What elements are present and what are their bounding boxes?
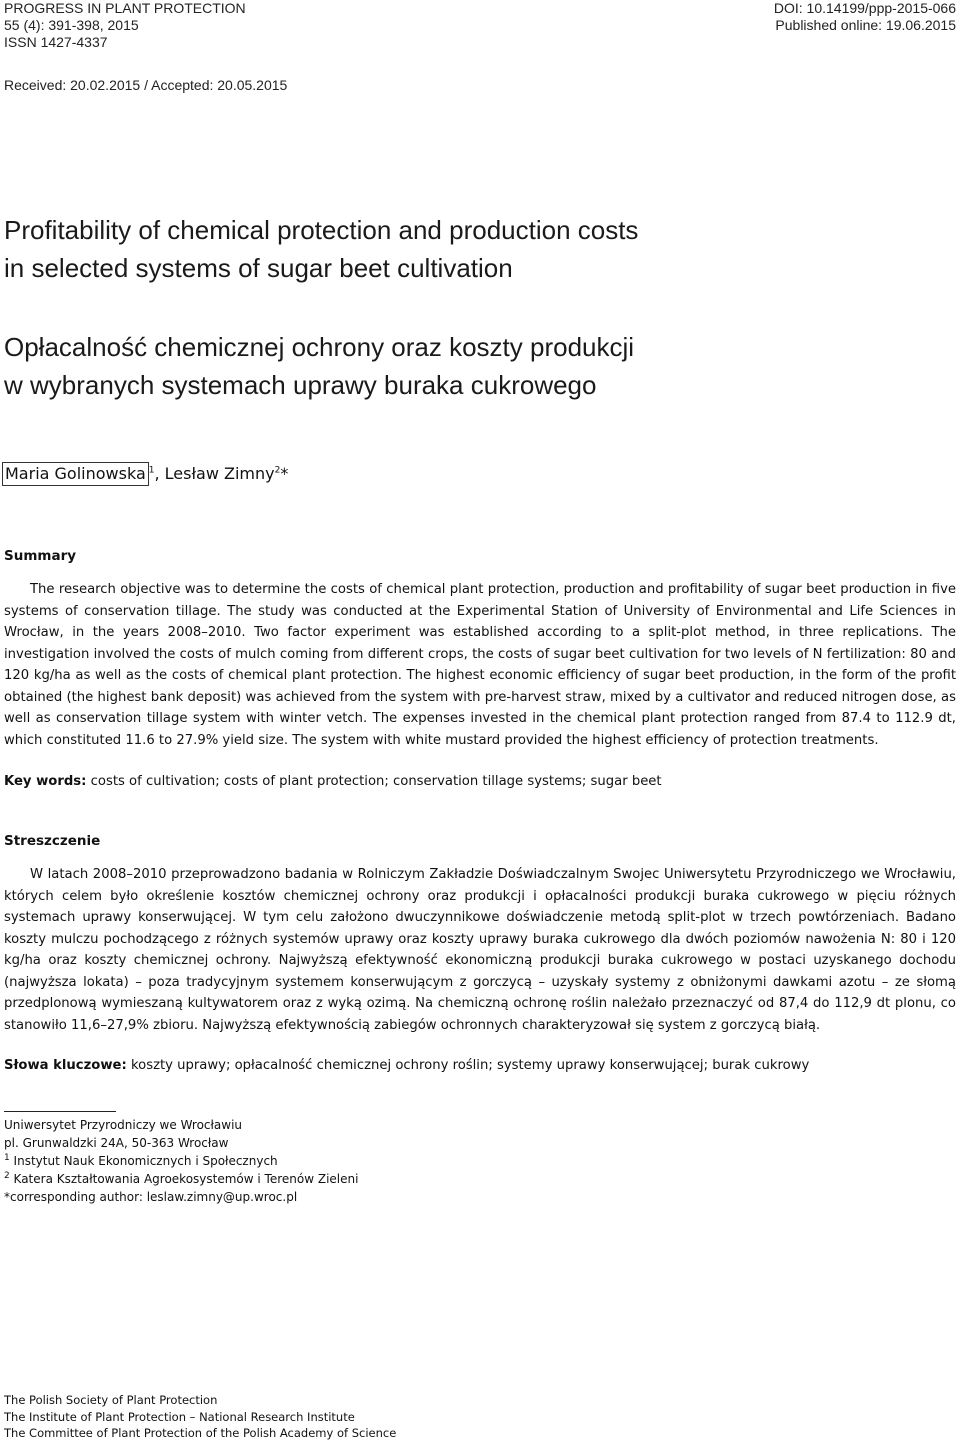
streszczenie-section [4,831,956,1049]
footnote-1-text: Instytut Nauk Ekonomicznych i Społecznych [9,1154,278,1168]
authors-line [2,462,288,486]
keywords-en-text: costs of cultivation; costs of plant protection; conservation tillage systems; sugar beet [86,774,662,789]
footnotes [4,1116,358,1206]
footnote-1 [4,1152,358,1170]
title-english [4,211,954,287]
title-english-line2: in selected systems of sugar beet cultivation [4,253,513,283]
corresponding-author: *corresponding author: leslaw.zimny@up.wroc.pl [4,1190,298,1204]
author1-affiliation-mark: 1 [148,465,155,476]
title-polish [4,328,954,404]
university-address: pl. Grunwaldzki 24A, 50-363 Wrocław [4,1136,229,1150]
journal-volume: 55 (4): 391-398, 2015 [4,17,139,33]
summary-heading: Summary [4,548,77,564]
doi-link[interactable]: DOI: 10.14199/ppp-2015-066 [773,0,956,16]
doi-block [774,0,956,34]
journal-issn: ISSN 1427-4337 [4,34,108,50]
footnote-1-mark: 1 [4,1153,10,1163]
keywords-pl-label: Słowa kluczowe: [4,1058,127,1073]
author-zimny: , Lesław Zimny [154,464,275,483]
published-date: Published online: 19.06.2015 [775,17,956,33]
keywords-pl [4,1055,956,1077]
keywords-en-label: Key words: [4,774,87,789]
journal-name: PROGRESS IN PLANT PROTECTION [4,0,246,16]
journal-header [4,0,246,51]
title-polish-line1: Opłacalność chemicznej ochrony oraz koszty produkcji [4,332,635,362]
received-dates: Received: 20.02.2015 / Accepted: 20.05.2015 [4,77,288,93]
publisher-line3: The Committee of Plant Protection of the Polish Academy of Science [4,1426,397,1440]
summary-text: The research objective was to determine the costs of chemical plant protection, production and profitability of sugar beet production in five systems of conservation tillage. The study was conducted at the Experimental Station of University of Environmental and Life Sciences in Wrocław, in the years 2008–2010. Two factor experiment was established according to a split-plot method, in three replications. The investigation involved the costs of mulch coming from different crops, the costs of sugar beet cultivation for two levels of N fertilization: 80 and 120 kg/ha as well as the costs of chemical plant protection. The highest economic efficiency of sugar beet production, in the form of the profit obtained (the highest bank deposit) was achieved from the system with pre-harvest straw, mixed by a cultivator and reduced nitrogen dose, as well as conservation tillage system with winter vetch. The expenses invested in the chemical plant protection ranged from 87.4 to 112.9 dt, which constituted 11.6 to 27.9% yield size. The system with white mustard provided the highest efficiency of protection treatments. [4,582,956,748]
summary-section [4,546,956,764]
title-polish-line2: w wybranych systemach uprawy buraka cukrowego [4,370,597,400]
streszczenie-text: W latach 2008–2010 przeprowadzono badania w Rolniczym Zakładzie Doświadczalnym Swojec Uniwersytetu Przyrodniczego we Wrocławiu, których celem było określenie kosztów chemicznej ochrony oraz produkcji i opłacalności produkcji buraka cukrowego w pięciu różnych systemach uprawy konserwującej. W tym celu założono dwuczynnikowe doświadczenie metodą split-plot w trzech powtórzeniach. Badano koszty mulczu pochodzącego z różnych systemów uprawy oraz koszty uprawy buraka cukrowego dla dwóch poziomów nawożenia N: 80 i 120 kg/ha oraz koszty chemicznej ochrony. Najwyższą efektywność ekonomiczną produkcji buraka cukrowego w postaci uzyskanego dochodu (najwyższa lokata) – poza tradycyjnym systemem konserwującym z gorczycą – uzyskały systemy z obniżonymi dawkami azotu – ze słomą przedplonową wymieszaną kultywatorem oraz z wyką ozimą. Na chemiczną ochronę roślin należało przeznaczyć od 87,4 do 112,9 dt plonu, co stanowiło 11,6–27,9% zbioru. Najwyższą efektywnością zabiegów ochronnych charakteryzował się system z gorczycą białą. [4,867,956,1033]
title-english-line1: Profitability of chemical protection and production costs [4,215,639,245]
keywords-en [4,771,956,793]
publisher-block [4,1392,396,1442]
publisher-line2: The Institute of Plant Protection – National Research Institute [4,1409,355,1424]
footnote-2-text: Katera Kształtowania Agroekosystemów i Terenów Zieleni [9,1172,359,1186]
footnote-rule [4,1111,116,1112]
footnote-2 [4,1170,358,1188]
streszczenie-heading: Streszczenie [4,833,101,849]
footnote-2-mark: 2 [4,1171,10,1181]
author2-affiliation-mark: 2 [274,465,281,476]
corresponding-star: * [280,464,289,483]
author-golinowska[interactable]: Maria Golinowska [2,462,149,486]
keywords-pl-text: koszty uprawy; opłacalność chemicznej ochrony roślin; systemy uprawy konserwującej; burak cukrowy [126,1058,810,1073]
university-name: Uniwersytet Przyrodniczy we Wrocławiu [4,1118,243,1132]
publisher-line1: The Polish Society of Plant Protection [4,1393,218,1407]
